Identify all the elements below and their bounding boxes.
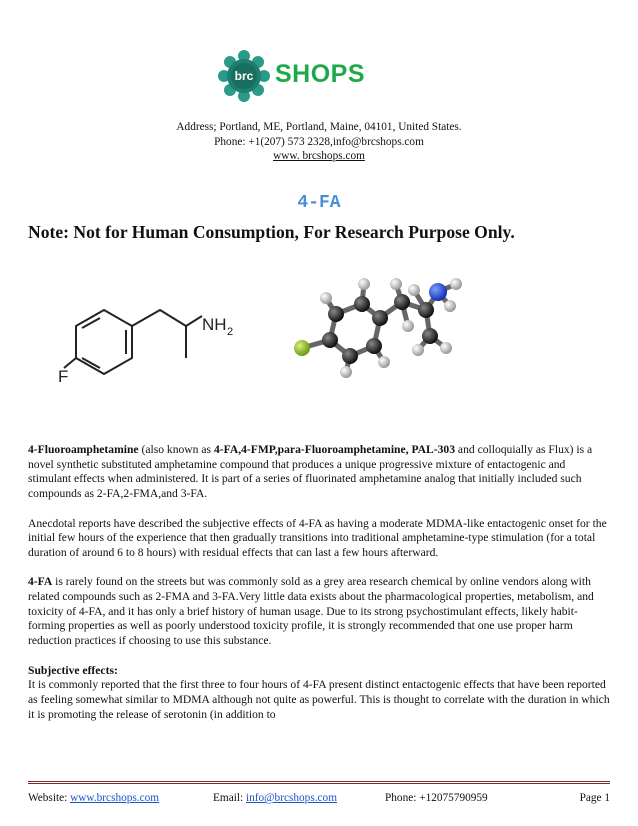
section-heading: Subjective effects: [28,663,118,677]
logo-badge-text: brc [234,69,254,83]
paragraph-availability [28,575,610,649]
term-bold: 4-FA [28,575,53,589]
term-bold: 4-Fluoroamphetamine [28,443,139,456]
footer-website [28,792,159,804]
amine-subscript: 2 [227,326,234,338]
footer-divider [28,781,610,784]
logo-brand-text: SHOPS [275,60,366,88]
skeletal-structure-diagram [52,296,252,396]
footer-email-link[interactable]: info@brcshops.com [245,792,337,804]
footer-website-label: Website: [28,792,71,804]
fluorine-label: F [58,367,69,386]
paragraph-subjective [28,664,610,723]
footer-website-link[interactable]: www.brcshops.com [70,792,160,804]
brand-logo [218,50,388,106]
ball-and-stick-model [290,270,470,380]
header-phone: Phone: +1(207) 573 2328,info@brcshops.com [214,135,424,148]
text-span: is rarely found on the streets but was commonly sold as a grey area research chemical by online vendors along with related compounds such as 2-FMA and 3-FA.Very little data exists about the pharmacological properties, metabolism, and toxicity of 4-FA, and it has only a brief history of human usage. Due to its strong psychostimulant effects, likely habit-forming properties as well as poorly understood toxicity profile, it is strongly recommended that one use proper harm reduction practices if choosing to use this substance. [28,575,594,648]
footer-phone: Phone: +12075790959 [385,792,488,804]
header-contact [0,120,638,164]
page-title: 4-FA [297,193,341,213]
text-span: (also known as [138,443,214,456]
text-span: It is commonly reported that the first three to four hours of 4-FA present distinct entactogenic effects that have been reported as feeling somewhat similar to MDMA although not quite as powerful. This is thought to correlate with the duration in which it is promoting the release of serotonin (in addition to [28,678,610,721]
brc-badge-icon [218,50,270,102]
footer-email [213,792,337,804]
footer-email-label: Email: [213,792,246,804]
header-address: Address; Portland, ME, Portland, Maine, 04101, United States. [176,121,462,133]
article-body [28,443,610,722]
aliases-bold: 4-FA,4-FMP,para-Fluoroamphetamine, PAL-303 [213,443,456,456]
paragraph-anecdotal: Anecdotal reports have described the subjective effects of 4-FA as having a moderate MDMA-like entactogenic onset for the initial few hours of the experience that then gradually transitions into traditional amphetamine-type stimulation (for a total duration of around 6 to 8 hours) with residual effects that can last a few hours afterward. [28,516,607,559]
disclaimer-note: Note: Not for Human Consumption, For Research Purpose Only. [28,222,515,242]
header-website-link[interactable]: www. brcshops.com [273,150,365,162]
paragraph-intro [28,443,610,502]
footer-page-number: Page 1 [579,792,610,804]
text-span: and colloquially as Flux) is a novel synthetic substituted amphetamine compound that produces a unique progressive mixture of entactogenic and stimulant effects when administered. It is part of a series of fluorinated amphetamine analog that initially included such compounds as 2-FA,2-FMA,and 3-FA. [28,443,593,501]
amine-label: NH [202,315,227,334]
